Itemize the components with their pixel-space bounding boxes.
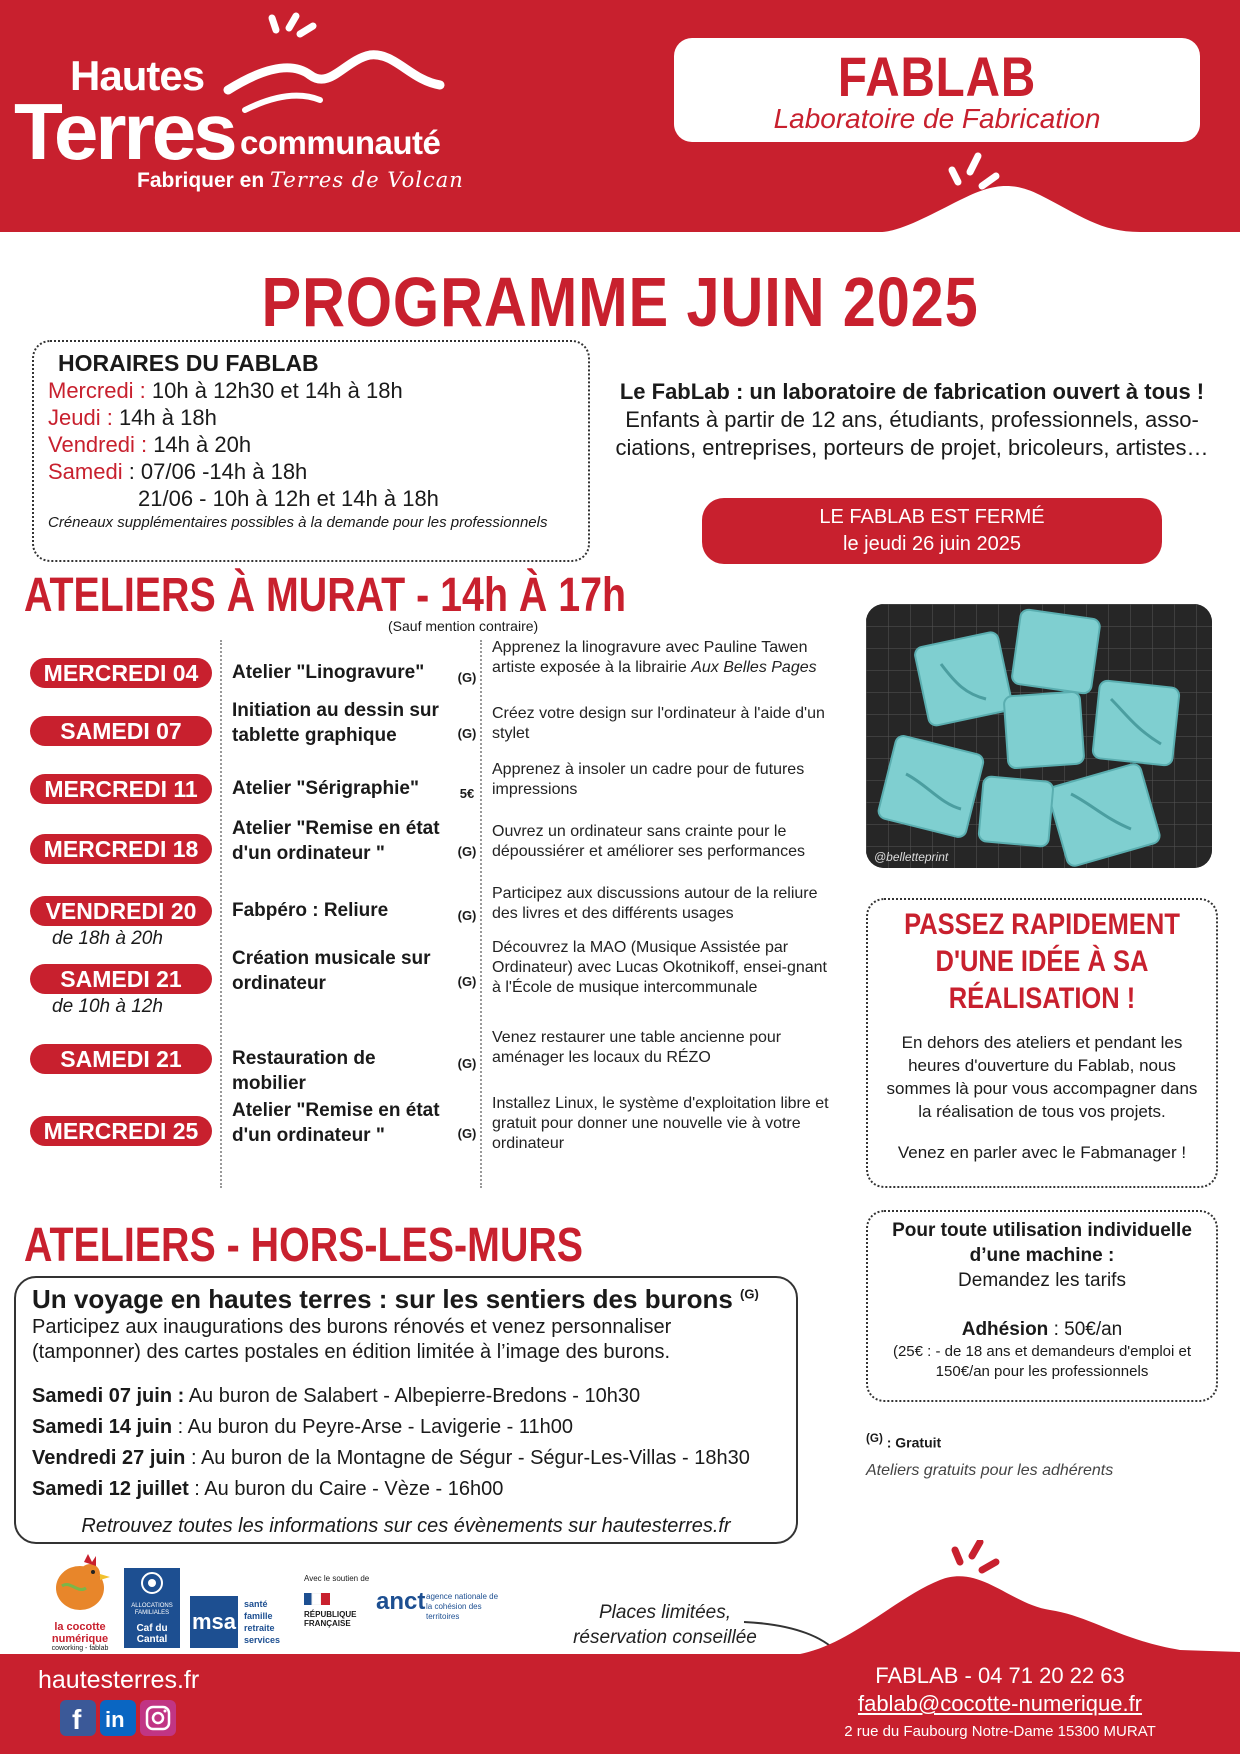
hours-time: : 07/06 -14h à 18h bbox=[122, 459, 308, 484]
free-mark: (G) bbox=[457, 974, 477, 989]
atelier-date-badge: SAMEDI 07 bbox=[30, 716, 212, 746]
atelier-description-text: Venez restaurer une table ancienne pour aménager les locaux du RÉZO bbox=[492, 1029, 782, 1066]
atelier-title: Atelier "Sérigraphie" bbox=[232, 778, 419, 799]
atelier-title: Fabpéro : Reliure bbox=[232, 900, 389, 921]
programme-title: PROGRAMME JUIN 2025 bbox=[261, 263, 979, 341]
atelier-description-text: Participez aux discussions autour de la reliure des livres et des différents usages bbox=[492, 885, 818, 922]
atelier-description bbox=[492, 822, 832, 862]
pricing-machine-text: Pour toute utilisation individuelle d’une machine : bbox=[892, 1220, 1192, 1266]
fablab-title: FABLAB bbox=[837, 45, 1037, 108]
hours-time: 10h à 12h30 et 14h à 18h bbox=[145, 378, 403, 403]
logo-tagline-prefix: Fabriquer en bbox=[137, 169, 265, 192]
hours-line bbox=[48, 458, 574, 485]
buron-date-row bbox=[32, 1474, 780, 1505]
membership-label: Adhésion bbox=[961, 1319, 1049, 1340]
intro-line: Enfants à partir de 12 ans, étudiants, professionnels, asso- bbox=[625, 407, 1199, 432]
atelier-time: de 18h à 20h bbox=[52, 928, 163, 949]
legend-members: Ateliers gratuits pour les adhérents bbox=[866, 1462, 1114, 1479]
atelier-price: 5€ bbox=[459, 786, 475, 801]
hours-day: Mercredi : bbox=[48, 378, 146, 403]
buron-date-row bbox=[32, 1412, 780, 1443]
anct-mark[interactable]: anct bbox=[376, 1588, 426, 1615]
free-mark: (G) bbox=[457, 726, 477, 741]
free-mark: (G) bbox=[457, 908, 477, 923]
logo-hautes-text: Hautes bbox=[70, 52, 205, 99]
footer-mountain-decoration bbox=[780, 1540, 1240, 1656]
free-mark: (G) bbox=[457, 1126, 477, 1141]
atelier-description-text: Apprenez à insoler un cadre pour de futures impressions bbox=[492, 761, 805, 798]
column-divider bbox=[480, 640, 482, 1188]
french-flag-icon bbox=[304, 1593, 330, 1605]
burons-title bbox=[32, 1284, 780, 1315]
hors-les-murs-title: ATELIERS - HORS-LES-MURS bbox=[24, 1219, 584, 1272]
legend-g-symbol: (G) bbox=[866, 1432, 883, 1445]
buron-day: Samedi 07 juin : bbox=[32, 1385, 185, 1407]
legend-g-label: : Gratuit bbox=[882, 1434, 942, 1451]
hours-time: 14h à 18h bbox=[112, 405, 217, 430]
buron-date-row bbox=[32, 1443, 780, 1474]
column-divider bbox=[220, 640, 222, 1188]
atelier-title: Atelier "Remise en état d'un ordinateur " bbox=[232, 818, 440, 864]
caf-logo[interactable] bbox=[124, 1568, 180, 1648]
atelier-title: Atelier "Linogravure" bbox=[232, 662, 425, 683]
closure-line: LE FABLAB EST FERMÉ bbox=[819, 506, 1045, 528]
support-label: Avec le soutien de bbox=[304, 1574, 370, 1583]
logo-tagline bbox=[137, 168, 464, 193]
svg-text:f: f bbox=[72, 1704, 82, 1735]
hours-line bbox=[48, 404, 574, 431]
atelier-description-text: Ouvrez un ordinateur sans crainte pour le dépoussiérer et améliorer ses performances bbox=[492, 823, 806, 860]
buron-date-row bbox=[32, 1381, 780, 1412]
atelier-description-text: Installez Linux, le système d'exploitation libre et gratuit pour donner une nouvelle vie à votre ordinateur bbox=[492, 1095, 829, 1152]
free-mark: (G) bbox=[457, 844, 477, 859]
atelier-title: Restauration de mobilier bbox=[232, 1048, 376, 1094]
hours-time: 14h à 20h bbox=[147, 432, 252, 457]
atelier-description-text: Créez votre design sur l'ordinateur à l'aide d'un stylet bbox=[492, 705, 825, 742]
cocotte-label: la cocotte numérique bbox=[51, 1621, 109, 1645]
atelier-description bbox=[492, 884, 832, 924]
header-banner bbox=[0, 0, 1240, 258]
buron-place: : Au buron de la Montagne de Ségur - Ségur-Les-Villas - 18h30 bbox=[185, 1447, 750, 1469]
hours-extra-line: 21/06 - 10h à 12h et 14h à 18h bbox=[138, 486, 439, 511]
hours-title: HORAIRES DU FABLAB bbox=[58, 350, 319, 376]
footer-email-link[interactable]: fablab@cocotte-numerique.fr bbox=[857, 1691, 1143, 1716]
intro-line: ciations, entreprises, porteurs de projet, bricoleurs, artistes… bbox=[615, 435, 1209, 460]
footer-website-link[interactable]: hautesterres.fr bbox=[38, 1666, 200, 1694]
atelier-title: Atelier "Remise en état d'un ordinateur " bbox=[232, 1100, 440, 1146]
places-limited-note: Places limitées, réservation conseillée bbox=[573, 1602, 757, 1648]
buron-place: : Au buron du Caire - Vèze - 16h00 bbox=[188, 1478, 504, 1500]
caf-label: Caf du Cantal bbox=[136, 1623, 168, 1645]
atelier-description-text: Découvrez la MAO (Musique Assistée par Ordinateur) avec Lucas Okotnikoff, ensei-gnant à l'École de musique intercommunale bbox=[492, 939, 827, 996]
pricing-box bbox=[866, 1210, 1218, 1402]
state-partners-logos bbox=[304, 1574, 506, 1654]
msa-logo[interactable] bbox=[190, 1596, 294, 1648]
hours-line bbox=[48, 377, 574, 404]
closure-notice bbox=[702, 498, 1162, 564]
atelier-description bbox=[492, 938, 832, 998]
idea-contact-text: Venez en parler avec le Fabmanager ! bbox=[897, 1143, 1187, 1162]
republique-text: RÉPUBLIQUE FRANÇAISE bbox=[304, 1610, 357, 1628]
atelier-description bbox=[492, 760, 832, 800]
photo-credit: @belletteprint bbox=[874, 850, 949, 864]
closure-date: le jeudi 26 juin 2025 bbox=[843, 533, 1021, 555]
anct-text: agence nationale de la cohésion des territoires bbox=[426, 1592, 499, 1621]
hours-day: Jeudi : bbox=[48, 405, 113, 430]
atelier-description bbox=[492, 1028, 832, 1068]
atelier-description bbox=[492, 638, 832, 678]
hen-icon bbox=[44, 1550, 116, 1616]
logo-communaute-text: communauté bbox=[240, 124, 441, 161]
hours-note: Créneaux supplémentaires possibles à la demande pour les professionnels bbox=[48, 514, 548, 531]
cocotte-numerique-logo[interactable] bbox=[44, 1550, 116, 1650]
instagram-icon[interactable] bbox=[140, 1700, 176, 1736]
linkedin-icon[interactable] bbox=[100, 1700, 136, 1736]
photo-illustration bbox=[866, 604, 1212, 868]
atelier-date-badge: MERCREDI 18 bbox=[30, 834, 212, 864]
svg-text:in: in bbox=[105, 1707, 125, 1732]
msa-text: santé famille retraite services bbox=[244, 1599, 281, 1645]
buron-day: Samedi 14 juin bbox=[32, 1416, 173, 1438]
hours-day: Vendredi : bbox=[48, 432, 148, 457]
caf-top-text: ALLOCATIONS FAMILIALES bbox=[131, 1603, 173, 1616]
buron-place: : Au buron du Peyre-Arse - Lavigerie - 11h00 bbox=[172, 1416, 574, 1438]
membership-line bbox=[878, 1317, 1206, 1342]
membership-price: : 50€/an bbox=[1048, 1319, 1123, 1340]
atelier-date-badge: MERCREDI 04 bbox=[30, 658, 212, 688]
pricing-ask-text: Demandez les tarifs bbox=[958, 1270, 1126, 1291]
caf-emblem-icon bbox=[124, 1568, 180, 1598]
fablab-intro bbox=[600, 378, 1224, 462]
facebook-icon[interactable] bbox=[60, 1700, 96, 1736]
fablab-subtitle: Laboratoire de Fabrication bbox=[773, 103, 1101, 134]
free-mark: (G) bbox=[457, 1056, 477, 1071]
footer-address: 2 rue du Faubourg Notre-Dame 15300 MURAT bbox=[844, 1723, 1156, 1740]
burons-info-link[interactable]: Retrouvez toutes les informations sur ces évènements sur hautesterres.fr bbox=[81, 1515, 731, 1537]
linogravure-photo bbox=[866, 604, 1212, 868]
atelier-title: Initiation au dessin sur tablette graphique bbox=[232, 700, 439, 746]
atelier-description-italic: Aux Belles Pages bbox=[691, 659, 817, 676]
buron-day: Samedi 12 juillet bbox=[32, 1478, 189, 1500]
burons-free-mark: (G) bbox=[740, 1286, 759, 1302]
republique-logo[interactable] bbox=[304, 1592, 364, 1628]
atelier-date-badge: SAMEDI 21 bbox=[30, 1044, 212, 1074]
fablab-title-box bbox=[674, 38, 1200, 142]
atelier-date-badge: MERCREDI 25 bbox=[30, 1116, 212, 1146]
legend-free bbox=[866, 1432, 941, 1451]
idea-title: PASSEZ RAPIDEMENT D'UNE IDÉE À SA RÉALISATION ! bbox=[904, 908, 1180, 1015]
cocotte-sub: coworking - fablab bbox=[51, 1645, 109, 1652]
atelier-time: de 10h à 12h bbox=[52, 996, 163, 1017]
hors-les-murs-box bbox=[14, 1276, 798, 1544]
burons-description: Participez aux inaugurations des burons rénovés et venez personnaliser (tamponner) des cartes postales en édition limitée à l’image des burons. bbox=[32, 1316, 672, 1363]
atelier-date-badge: SAMEDI 21 bbox=[30, 964, 212, 994]
burons-title-text: Un voyage en hautes terres : sur les sentiers des burons bbox=[32, 1284, 733, 1314]
logo-tagline-script: Terres de Volcan bbox=[270, 168, 464, 192]
atelier-date-badge: MERCREDI 11 bbox=[30, 774, 212, 804]
ateliers-murat-note: (Sauf mention contraire) bbox=[388, 618, 539, 634]
atelier-title: Création musicale sur ordinateur bbox=[232, 948, 431, 994]
ateliers-murat-title: ATELIERS À MURAT - 14h À 17h bbox=[24, 569, 627, 622]
burons-dates bbox=[32, 1381, 780, 1505]
hours-box bbox=[32, 340, 590, 562]
idea-box bbox=[866, 898, 1218, 1188]
hours-day: Samedi bbox=[48, 459, 123, 484]
footer-contact bbox=[820, 1662, 1180, 1746]
footer-phone[interactable]: FABLAB - 04 71 20 22 63 bbox=[875, 1663, 1125, 1688]
buron-place: Au buron de Salabert - Albepierre-Bredons - 10h30 bbox=[184, 1385, 641, 1407]
buron-day: Vendredi 27 juin bbox=[32, 1447, 186, 1469]
membership-details: (25€ : - de 18 ans et demandeurs d'emploi et 150€/an pour les professionnels bbox=[892, 1343, 1192, 1380]
free-mark: (G) bbox=[457, 670, 477, 685]
atelier-description-text: Apprenez la linogravure avec Pauline Tawen artiste exposée à la librairie bbox=[492, 639, 808, 676]
atelier-date-badge: VENDREDI 20 bbox=[30, 896, 212, 926]
hours-line bbox=[48, 431, 574, 458]
msa-mark: msa bbox=[190, 1596, 238, 1648]
intro-headline: Le FabLab : un laboratoire de fabrication ouvert à tous ! bbox=[619, 379, 1205, 404]
idea-text: En dehors des ateliers et pendant les heures d'ouverture du Fablab, nous sommes là pour vous accompagner dans la réalisation de tous vos projets. bbox=[886, 1033, 1198, 1121]
atelier-description bbox=[492, 1094, 832, 1154]
logo-terres-text: Terres bbox=[14, 87, 235, 176]
atelier-description bbox=[492, 704, 832, 744]
